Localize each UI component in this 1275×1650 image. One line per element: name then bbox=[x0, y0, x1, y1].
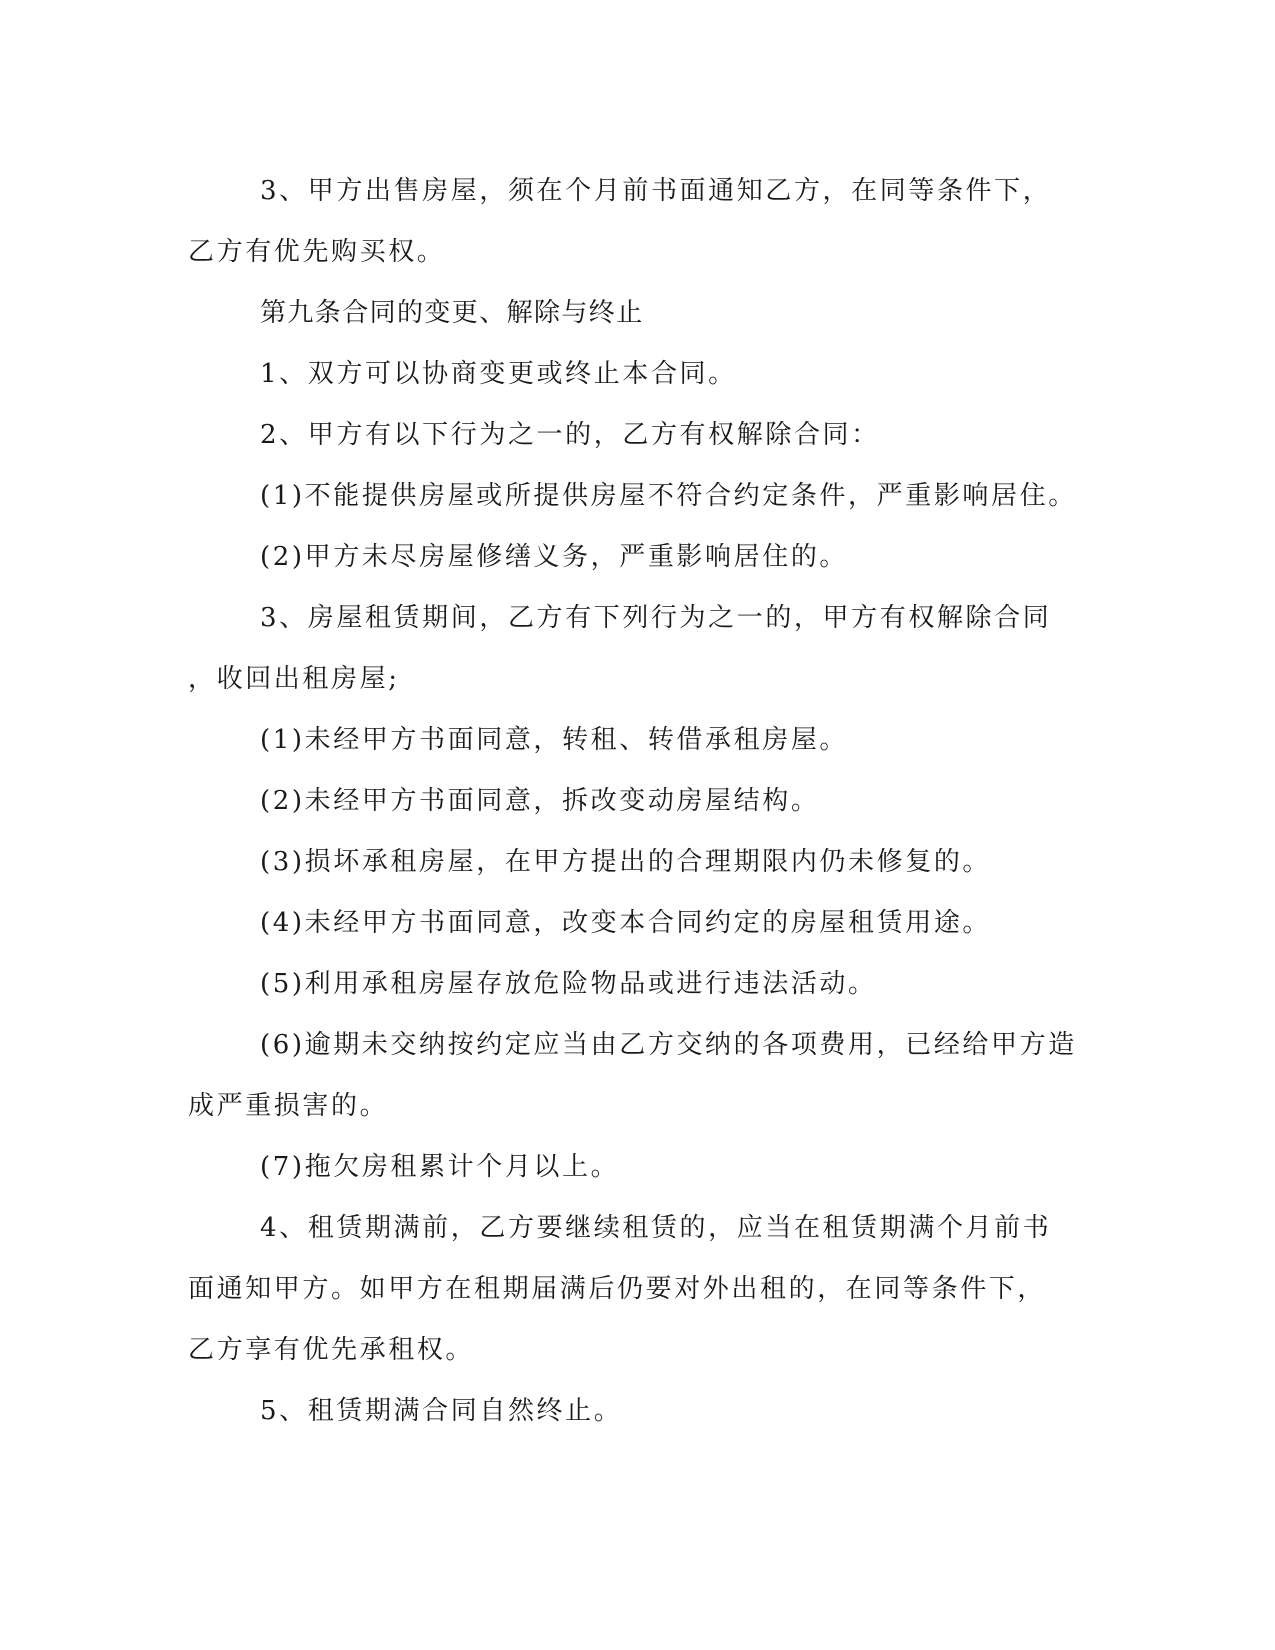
paragraph-line: (4)未经甲方书面同意，改变本合同约定的房屋租赁用途。 bbox=[260, 908, 992, 938]
paragraph-line: (1)不能提供房屋或所提供房屋不符合约定条件，严重影响居住。 bbox=[260, 481, 1077, 511]
paragraph-line: 4、租赁期满前，乙方要继续租赁的，应当在租赁期满个月前书 bbox=[260, 1213, 1052, 1243]
paragraph-line: 1、双方可以协商变更或终止本合同。 bbox=[260, 359, 737, 389]
paragraph-line: (2)甲方未尽房屋修缮义务，严重影响居住的。 bbox=[260, 542, 849, 572]
paragraph-line: 面通知甲方。如甲方在租期届满后仍要对外出租的，在同等条件下， bbox=[188, 1274, 1047, 1304]
paragraph-line: 5、租赁期满合同自然终止。 bbox=[260, 1396, 623, 1426]
paragraph-line: 3、房屋租赁期间，乙方有下列行为之一的，甲方有权解除合同 bbox=[260, 603, 1052, 633]
paragraph-line: (5)利用承租房屋存放危险物品或进行违法活动。 bbox=[260, 969, 877, 999]
paragraph-line: 2、甲方有以下行为之一的，乙方有权解除合同： bbox=[260, 420, 880, 450]
paragraph-line: (3)损坏承租房屋，在甲方提出的合理期限内仍未修复的。 bbox=[260, 847, 992, 877]
paragraph-line: ，收回出租房屋; bbox=[188, 664, 400, 694]
paragraph-line: (1)未经甲方书面同意，转租、转借承租房屋。 bbox=[260, 725, 849, 755]
paragraph-line: (2)未经甲方书面同意，拆改变动房屋结构。 bbox=[260, 786, 820, 816]
paragraph-line: 乙方享有优先承租权。 bbox=[188, 1335, 475, 1365]
section-heading: 第九条合同的变更、解除与终止 bbox=[260, 298, 644, 328]
document-body bbox=[188, 161, 1088, 1442]
paragraph-line: (6)逾期未交纳按约定应当由乙方交纳的各项费用，已经给甲方造 bbox=[260, 1030, 1077, 1060]
paragraph-line: 3、甲方出售房屋，须在个月前书面通知乙方，在同等条件下， bbox=[260, 176, 1052, 206]
paragraph-line: (7)拖欠房租累计个月以上。 bbox=[260, 1152, 620, 1182]
paragraph-line: 乙方有优先购买权。 bbox=[188, 237, 446, 267]
paragraph-line: 成严重损害的。 bbox=[188, 1091, 389, 1121]
